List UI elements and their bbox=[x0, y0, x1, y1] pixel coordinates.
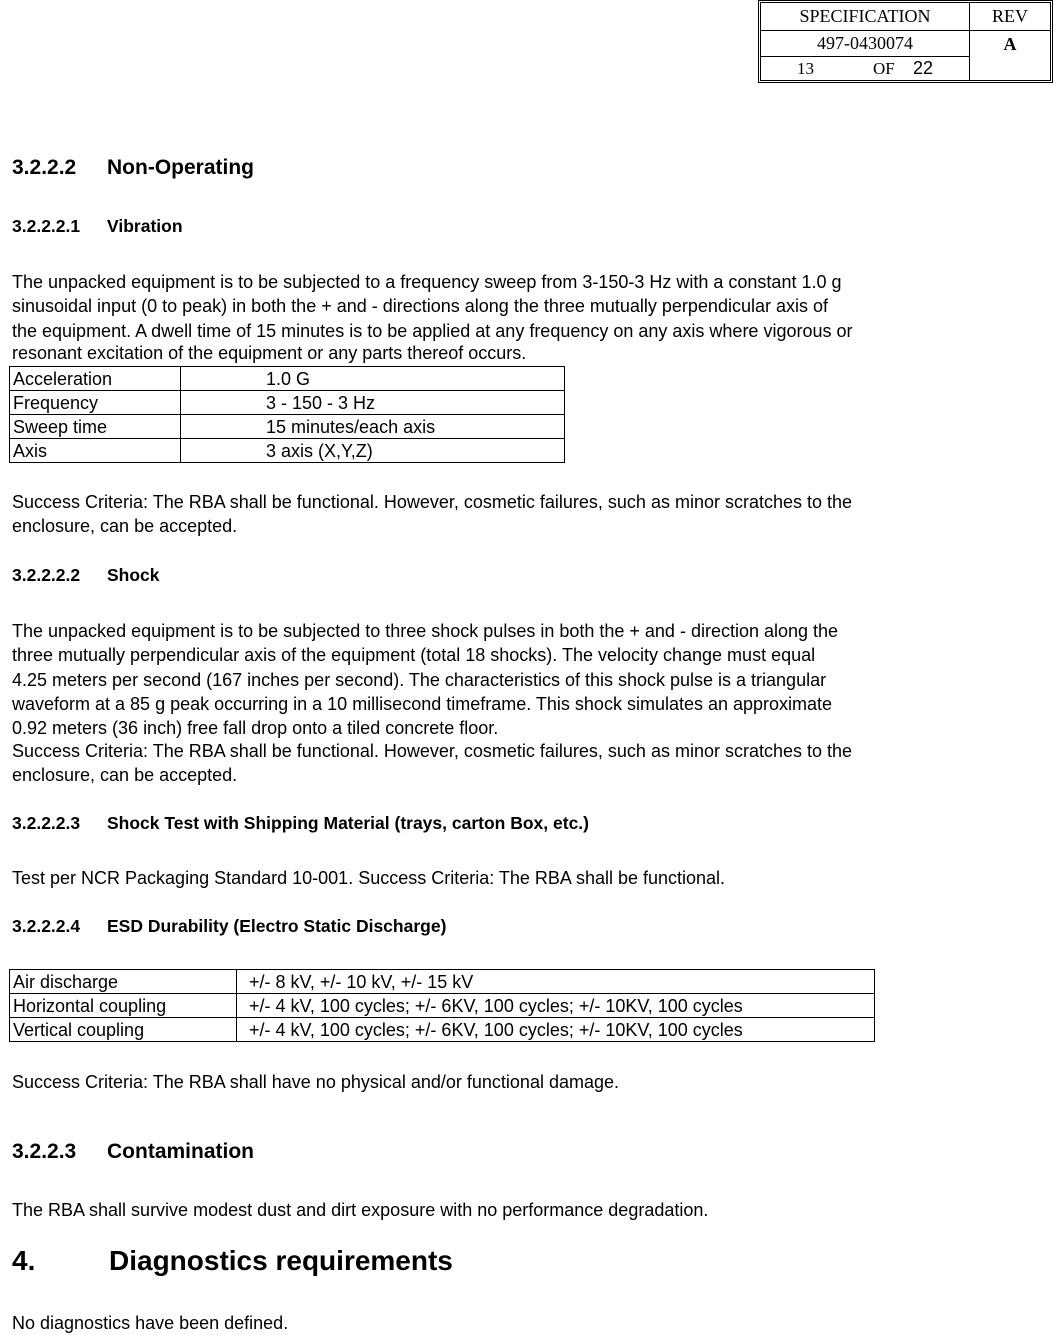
esd-table bbox=[9, 969, 875, 1042]
page-total: 22 bbox=[913, 58, 934, 78]
table-cell-value: 3 axis (X,Y,Z) bbox=[181, 439, 565, 463]
section-number: 3.2.2.2.4 bbox=[12, 916, 81, 936]
table-cell-value: 3 - 150 - 3 Hz bbox=[181, 391, 565, 415]
heading-diagnostics bbox=[12, 1245, 453, 1277]
section-title: Non-Operating bbox=[107, 156, 254, 179]
page-number: 13 bbox=[797, 58, 814, 78]
table-row bbox=[10, 994, 875, 1018]
table-row bbox=[10, 415, 565, 439]
heading-shock-shipping bbox=[12, 813, 589, 834]
text-line: The unpacked equipment is to be subjected to a frequency sweep from 3-150-3 Hz with a constant 1.0 g bbox=[12, 272, 842, 292]
contamination-paragraph: The RBA shall survive modest dust and dirt exposure with no performance degradation. bbox=[12, 1200, 709, 1220]
shock-paragraph bbox=[12, 619, 1012, 787]
vibration-paragraph bbox=[12, 270, 1012, 363]
shock-shipping-paragraph: Test per NCR Packaging Standard 10-001. Success Criteria: The RBA shall be functional. bbox=[12, 868, 726, 888]
text-line: enclosure, can be accepted. bbox=[12, 516, 238, 537]
text-line: three mutually perpendicular axis of the equipment (total 18 shocks). The velocity change must equal bbox=[12, 645, 816, 666]
table-row bbox=[10, 1018, 875, 1042]
text-line: 0.92 meters (36 inch) free fall drop onto a tiled concrete floor. bbox=[12, 717, 499, 738]
heading-vibration bbox=[12, 216, 183, 237]
table-row bbox=[10, 439, 565, 463]
section-title: Contamination bbox=[107, 1140, 254, 1163]
section-title: ESD Durability (Electro Static Discharge) bbox=[107, 916, 447, 936]
text-line: 4.25 meters per second (167 inches per second). The characteristics of this shock pulse is a triangular bbox=[12, 669, 827, 690]
section-number: 3.2.2.2.1 bbox=[12, 216, 81, 236]
section-number: 3.2.2.2 bbox=[12, 156, 77, 179]
table-cell-label: Axis bbox=[10, 439, 181, 463]
text-line: Success Criteria: The RBA shall be functional. However, cosmetic failures, such as minor scratches to the bbox=[12, 740, 853, 761]
text-line: waveform at a 85 g peak occurring in a 10 millisecond timeframe. This shock simulates an approximate bbox=[12, 694, 833, 715]
text-line: enclosure, can be accepted. bbox=[12, 765, 238, 786]
rev-label: REV bbox=[970, 3, 1050, 31]
table-cell-label: Frequency bbox=[10, 391, 181, 415]
spec-header-box bbox=[758, 0, 1053, 83]
table-cell-label: Vertical coupling bbox=[10, 1018, 237, 1042]
table-cell-value: +/- 4 kV, 100 cycles; +/- 6KV, 100 cycles; +/- 10KV, 100 cycles bbox=[237, 1018, 875, 1042]
table-cell-value: 15 minutes/each axis bbox=[181, 415, 565, 439]
diagnostics-paragraph: No diagnostics have been defined. bbox=[12, 1313, 289, 1333]
page-indicator bbox=[761, 57, 970, 80]
table-row bbox=[10, 367, 565, 391]
table-cell-value: +/- 8 kV, +/- 10 kV, +/- 15 kV bbox=[237, 970, 875, 994]
spec-number: 497-0430074 bbox=[761, 31, 970, 57]
section-title: Shock Test with Shipping Material (trays, carton Box, etc.) bbox=[107, 813, 589, 833]
text-line: resonant excitation of the equipment or any parts thereof occurs. bbox=[12, 343, 527, 364]
text-line: Success Criteria: The RBA shall be functional. However, cosmetic failures, such as minor scratches to the bbox=[12, 492, 853, 512]
heading-contamination bbox=[12, 1140, 254, 1164]
vibration-criteria bbox=[12, 490, 1012, 539]
vibration-table bbox=[9, 366, 565, 463]
section-number: 3.2.2.3 bbox=[12, 1140, 77, 1163]
section-title: Diagnostics requirements bbox=[109, 1245, 453, 1276]
text-line: the equipment. A dwell time of 15 minutes is to be applied at any frequency on any axis where vigorous or bbox=[12, 320, 853, 341]
table-cell-label: Acceleration bbox=[10, 367, 181, 391]
section-number: 3.2.2.2.3 bbox=[12, 813, 81, 833]
heading-non-operating bbox=[12, 156, 254, 180]
table-cell-value: +/- 4 kV, 100 cycles; +/- 6KV, 100 cycles; +/- 10KV, 100 cycles bbox=[237, 994, 875, 1018]
heading-shock bbox=[12, 565, 160, 586]
section-title: Shock bbox=[107, 565, 160, 585]
table-cell-label: Sweep time bbox=[10, 415, 181, 439]
table-cell-label: Air discharge bbox=[10, 970, 237, 994]
table-cell-label: Horizontal coupling bbox=[10, 994, 237, 1018]
section-number: 4. bbox=[12, 1245, 36, 1276]
table-cell-value: 1.0 G bbox=[181, 367, 565, 391]
esd-criteria: Success Criteria: The RBA shall have no physical and/or functional damage. bbox=[12, 1072, 619, 1092]
rev-value: A bbox=[1003, 33, 1017, 54]
heading-esd bbox=[12, 916, 446, 937]
text-line: sinusoidal input (0 to peak) in both the + and - directions along the three mutually perpendicular axis of bbox=[12, 296, 828, 317]
section-number: 3.2.2.2.2 bbox=[12, 565, 81, 585]
text-line: The unpacked equipment is to be subjected to three shock pulses in both the + and - direction along the bbox=[12, 621, 839, 641]
of-label: OF bbox=[873, 58, 895, 78]
table-row bbox=[10, 970, 875, 994]
section-title: Vibration bbox=[107, 216, 183, 236]
table-row bbox=[10, 391, 565, 415]
spec-label: SPECIFICATION bbox=[761, 3, 970, 31]
